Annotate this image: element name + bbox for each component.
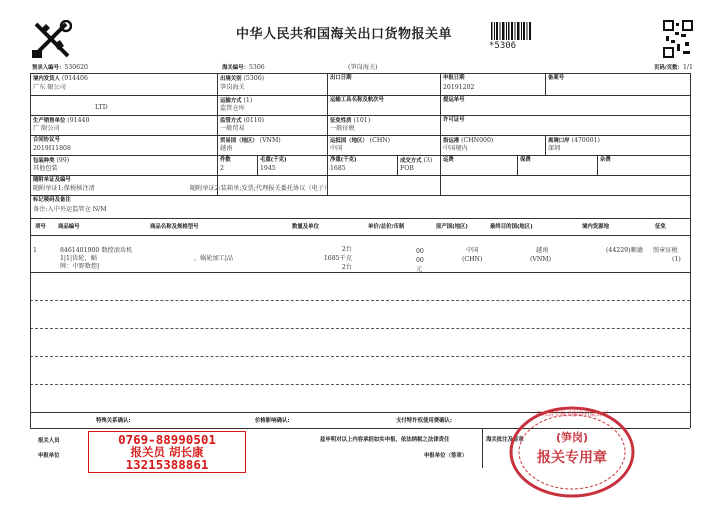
goods-item-no: 1: [33, 247, 37, 254]
page-number: 页码/页数：1/1: [654, 64, 693, 71]
page-title: 中华人民共和国海关出口货物报关单: [236, 27, 453, 42]
customs-emblem-icon: [30, 20, 72, 60]
exit-customs-value: 笋岗海关: [220, 84, 245, 91]
declarant-label: 报关人员: [38, 438, 60, 444]
goods-tax: 照章征税: [653, 247, 678, 254]
pieces-value: 2: [220, 165, 224, 172]
goods-spec-a: 1|1|齿轮，蜗: [60, 255, 97, 262]
tax-nature-field: 征免性质 (101): [330, 117, 371, 124]
col-final-dest: 最终目的国(地区): [490, 224, 533, 230]
dest-port-value: 中国境内: [443, 145, 468, 152]
producer-field: 生产销售单位 (91440: [33, 117, 90, 124]
col-qty: 数量及单位: [292, 224, 319, 230]
insurance-label: 保费: [520, 157, 531, 163]
goods-price-2: 00: [416, 257, 424, 264]
deal-mode-field: 成交方式 (3): [400, 157, 433, 164]
seal-bottom-text: 报关专用章: [537, 450, 607, 466]
goods-qty-1: 2台: [341, 246, 352, 253]
consignor-field: 境内发货人 (914406: [33, 75, 88, 82]
tax-nature-value: 一般征税: [330, 125, 355, 132]
declarant-unit-label: 申报单位: [38, 453, 60, 459]
goods-spec-c: 牌：中野数控|: [60, 263, 100, 270]
goods-origin-code: (CHN): [462, 256, 483, 263]
package-field: 包装种类 (99): [33, 157, 70, 164]
gross-weight-label: 毛重(千克): [260, 157, 287, 163]
freight-label: 运费: [443, 157, 454, 163]
declarant-name: 报关员 胡长康: [130, 445, 204, 459]
col-code: 商品编号: [58, 224, 80, 230]
customs-logo: [30, 20, 72, 60]
declaration-statement: 兹申明对以上内容承担如实申报、依法纳税之法律责任: [320, 437, 450, 443]
dest-country-value: 中国: [330, 145, 343, 152]
transport-value: 监管仓库: [220, 105, 245, 112]
goods-origin: 中国: [466, 247, 479, 254]
export-date-label: 出口日期: [330, 75, 352, 81]
qr-code: [663, 20, 693, 58]
consignor-name: 广东 限公司: [33, 84, 66, 91]
declarant-mobile: 13215388861: [125, 457, 209, 472]
customs-name: (笋岗海关): [348, 64, 378, 71]
remarks-label: 标记唛码及备注: [33, 197, 71, 203]
goods-qty-3: 2台: [341, 264, 352, 271]
special-relation-label: 特殊关系确认:: [96, 418, 131, 424]
bill-label: 提运单号: [443, 97, 465, 103]
license-label: 许可证号: [443, 117, 465, 123]
declare-stamp-label: 申报单位（签章）: [424, 453, 468, 459]
customs-approval-label: 海关批注及签章: [486, 437, 524, 443]
transport-field: 运输方式 (1): [220, 97, 253, 104]
declarant-stamp: [88, 431, 246, 473]
royalty-label: 支付特许权使用费确认:: [396, 418, 453, 424]
col-price: 单价/总价/币制: [368, 224, 405, 230]
customs-number: 海关编号：5306: [222, 64, 265, 71]
net-weight-label: 净重(千克): [330, 157, 357, 163]
supervision-value: 一般贸易: [220, 125, 245, 132]
declare-date-value: 20191202: [443, 84, 475, 91]
goods-code-name: 8461401900 数控滚齿机: [60, 247, 133, 254]
goods-source: (44229)顺德: [606, 247, 643, 254]
gross-weight-value: 1945: [260, 165, 276, 172]
producer-name: 广 限公司: [33, 125, 60, 132]
net-weight-value: 1685: [330, 165, 346, 172]
col-tax: 征免: [655, 224, 666, 230]
declarant-phone: 0769-88990501: [118, 432, 216, 447]
declare-date-label: 申报日期: [443, 75, 465, 81]
contract-value: 2019I11808: [33, 145, 71, 152]
barcode-icon: [491, 22, 531, 40]
supervision-field: 监管方式 (0110): [220, 117, 265, 124]
exit-port-field: 离境口岸 (470001): [548, 137, 600, 144]
document-2: 随附单证2:装箱单;发票;代理报关委托协议（电子）: [190, 185, 331, 192]
record-no-label: 备案号: [548, 75, 565, 81]
prerecord-number: 预录入编号：530620: [32, 64, 88, 71]
remarks-value: 备注:入中外运监管仓 N/M: [33, 206, 107, 213]
document-1: 随附单证1:保税核注清: [33, 185, 95, 192]
col-name: 商品名称及规格型号: [150, 224, 199, 230]
qr-code-icon: [663, 20, 693, 58]
misc-fee-label: 杂费: [600, 157, 611, 163]
col-source: 境内货源地: [582, 224, 609, 230]
goods-tax-code: (1): [672, 256, 681, 263]
package-value: 其他包装: [33, 165, 58, 172]
exit-customs-field: 出境关别 (5306): [220, 75, 265, 82]
dest-country-field: 运抵国（地区） (CHN): [330, 137, 391, 144]
goods-price-1: 00: [416, 248, 424, 255]
col-origin: 原产国(地区): [436, 224, 468, 230]
seal-ring-text: 广东清关报关服务有限公司: [535, 411, 608, 418]
consignor-name-en: LTD: [95, 104, 108, 111]
goods-qty-2: 1685千克: [323, 255, 352, 262]
contract-label: 合同协议号: [33, 137, 60, 143]
exit-port-value: 深圳: [548, 145, 561, 152]
goods-final-dest-code: (VNM): [530, 256, 552, 263]
goods-currency: 元: [416, 266, 423, 273]
deal-mode-value: FOB: [400, 165, 414, 172]
seal-top-text: (笋岗): [555, 431, 589, 444]
goods-final-dest: 越南: [536, 247, 549, 254]
dest-port-field: 指运港 (CHN000): [443, 137, 494, 144]
trade-country-field: 贸易国（地区） (VNM): [220, 137, 281, 144]
documents-label: 随附单证及编号: [33, 177, 71, 183]
goods-spec-b: ，蜗轮加工|品: [194, 255, 234, 262]
pieces-label: 件数: [220, 157, 231, 163]
barcode-number: *5306: [489, 41, 517, 51]
price-impact-label: 价格影响确认:: [255, 418, 290, 424]
customs-seal: [508, 404, 636, 500]
col-item: 项号: [35, 224, 46, 230]
trade-country-value: 越南: [220, 145, 233, 152]
vessel-label: 运输工具名称及航次号: [330, 97, 384, 103]
